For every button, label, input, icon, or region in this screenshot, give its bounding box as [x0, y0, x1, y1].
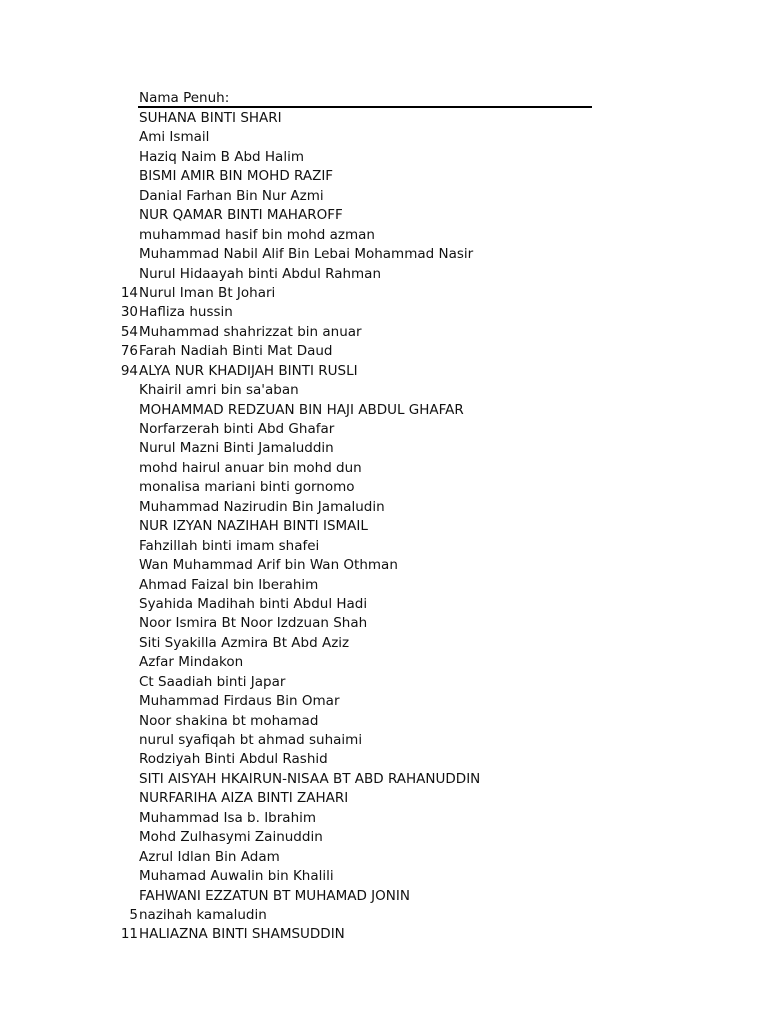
full-name-cell: Ct Saadiah binti Japar [139, 673, 286, 690]
table-row [0, 127, 768, 146]
table-row [0, 847, 768, 866]
row-number-cell: 30 [120, 304, 138, 321]
full-name-cell: Danial Farhan Bin Nur Azmi [139, 187, 324, 204]
table-row [0, 205, 768, 224]
full-name-cell: NURFARIHA AIZA BINTI ZAHARI [139, 790, 349, 807]
full-name-cell: Muhammad Firdaus Bin Omar [139, 693, 340, 710]
full-name-cell: Ahmad Faizal bin Iberahim [139, 576, 319, 593]
full-name-cell: muhammad hasif bin mohd azman [139, 226, 375, 243]
row-number-cell: 94 [120, 362, 138, 379]
full-name-cell: Nurul Hidaayah binti Abdul Rahman [139, 265, 382, 282]
table-row [0, 147, 768, 166]
full-name-cell: Siti Syakilla Azmira Bt Abd Aziz [139, 634, 350, 651]
full-name-cell: Farah Nadiah Binti Mat Daud [139, 343, 333, 360]
name-rows [0, 108, 768, 944]
table-row [0, 711, 768, 730]
table-row [0, 458, 768, 477]
full-name-cell: Khairil amri bin sa'aban [139, 382, 299, 399]
full-name-cell: MOHAMMAD REDZUAN BIN HAJI ABDUL GHAFAR [139, 401, 464, 418]
table-row [0, 186, 768, 205]
table-row [0, 516, 768, 535]
full-name-cell: ALYA NUR KHADIJAH BINTI RUSLI [139, 362, 358, 379]
table-row [0, 594, 768, 613]
full-name-cell: Noor shakina bt mohamad [139, 712, 319, 729]
table-row [0, 924, 768, 943]
table-row [0, 769, 768, 788]
row-number-cell: 11 [120, 926, 138, 943]
row-number-cell: 54 [120, 323, 138, 340]
table-row [0, 166, 768, 185]
full-name-cell: Muhammad Nabil Alif Bin Lebai Mohammad Nasir [139, 246, 474, 263]
full-name-cell: Azrul Idlan Bin Adam [139, 848, 280, 865]
table-row [0, 361, 768, 380]
row-number-cell: 76 [120, 343, 138, 360]
table-row [0, 652, 768, 671]
full-name-cell: Syahida Madihah binti Abdul Hadi [139, 595, 368, 612]
full-name-cell: monalisa mariani binti gornomo [139, 479, 355, 496]
full-name-cell: Haziq Naim B Abd Halim [139, 148, 304, 165]
full-name-cell: Noor Ismira Bt Noor Izdzuan Shah [139, 615, 368, 632]
full-name-cell: nurul syafiqah bt ahmad suhaimi [139, 732, 363, 748]
table-row [0, 672, 768, 691]
full-name-cell: SUHANA BINTI SHARI [139, 110, 282, 126]
table-row [0, 400, 768, 419]
full-name-cell: HALIAZNA BINTI SHAMSUDDIN [139, 926, 345, 943]
full-name-cell: mohd hairul anuar bin mohd dun [139, 459, 362, 476]
table-row [0, 575, 768, 594]
full-name-cell: Norfarzerah binti Abd Ghafar [139, 421, 335, 437]
table-row [0, 788, 768, 807]
full-name-cell: BISMI AMIR BIN MOHD RAZIF [139, 168, 334, 185]
table-row [0, 322, 768, 341]
table-row [0, 613, 768, 632]
table-row [0, 283, 768, 302]
column-header-full-name: Nama Penuh: [139, 90, 230, 106]
full-name-cell: Muhammad shahrizzat bin anuar [139, 323, 362, 340]
full-name-cell: Hafliza hussin [139, 304, 233, 321]
full-name-cell: Wan Muhammad Arif bin Wan Othman [139, 557, 398, 574]
full-name-cell: Muhamad Auwalin bin Khalili [139, 868, 334, 885]
table-row [0, 827, 768, 846]
table-row [0, 108, 768, 127]
table-row [0, 302, 768, 321]
full-name-cell: Rodziyah Binti Abdul Rashid [139, 751, 328, 768]
table-row [0, 749, 768, 768]
table-row [0, 497, 768, 516]
full-name-cell: Nurul Iman Bt Johari [139, 284, 276, 301]
table-row [0, 244, 768, 263]
row-number-cell: 5 [129, 906, 138, 923]
table-row [0, 905, 768, 924]
table-row [0, 419, 768, 438]
header-row [0, 88, 768, 108]
full-name-cell: FAHWANI EZZATUN BT MUHAMAD JONIN [139, 887, 410, 904]
table-row [0, 866, 768, 885]
table-row [0, 438, 768, 457]
full-name-cell: Ami Ismail [139, 129, 210, 146]
table-row [0, 477, 768, 496]
full-name-cell: Nurul Mazni Binti Jamaluddin [139, 440, 334, 457]
full-name-cell: Muhammad Isa b. Ibrahim [139, 809, 317, 826]
row-number-cell: 14 [120, 284, 138, 301]
table-row [0, 808, 768, 827]
full-name-cell: Fahzillah binti imam shafei [139, 537, 320, 554]
table-row [0, 264, 768, 283]
table-row [0, 886, 768, 905]
table-row [0, 225, 768, 244]
table-row [0, 691, 768, 710]
full-name-cell: nazihah kamaludin [139, 906, 267, 923]
table-row [0, 555, 768, 574]
table-row [0, 380, 768, 399]
table-row [0, 536, 768, 555]
full-name-cell: NUR IZYAN NAZIHAH BINTI ISMAIL [139, 518, 368, 535]
full-name-cell: Mohd Zulhasymi Zainuddin [139, 829, 323, 846]
full-name-cell: SITI AISYAH HKAIRUN-NISAA BT ABD RAHANUDDIN [139, 770, 481, 787]
full-name-cell: Muhammad Nazirudin Bin Jamaludin [139, 498, 385, 515]
name-list-sheet [0, 88, 768, 944]
table-row [0, 730, 768, 749]
full-name-cell: Azfar Mindakon [139, 654, 244, 671]
table-row [0, 341, 768, 360]
full-name-cell: NUR QAMAR BINTI MAHAROFF [139, 207, 343, 224]
table-row [0, 633, 768, 652]
